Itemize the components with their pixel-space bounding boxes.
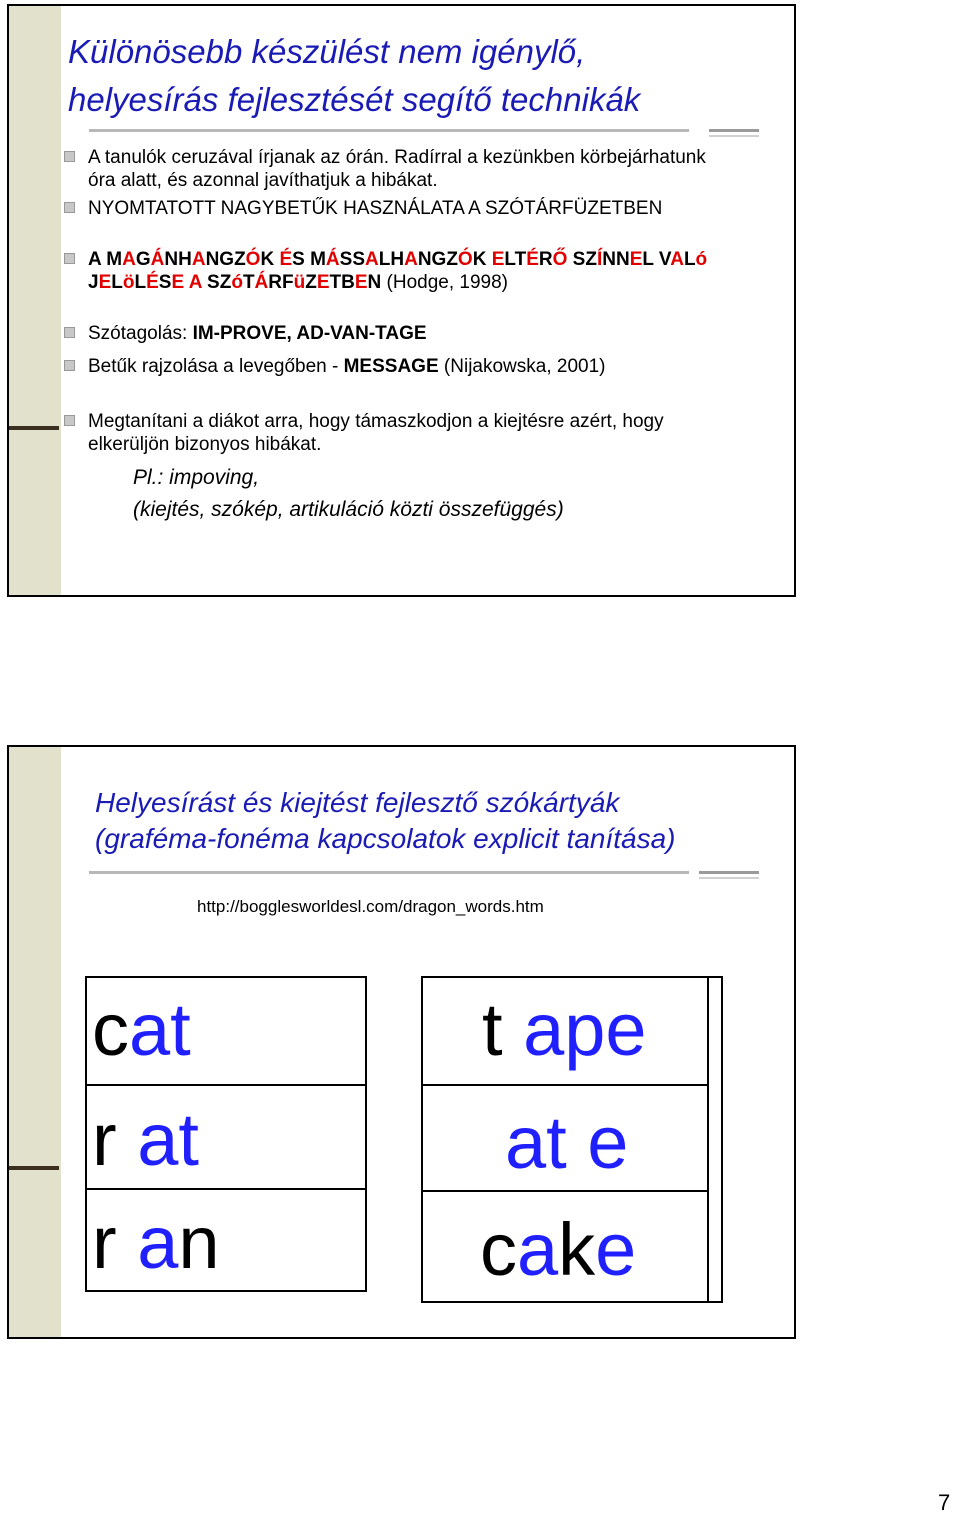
card-divider	[85, 1188, 367, 1190]
card-divider	[85, 1084, 367, 1086]
bullet-4-prefix: Szótagolás:	[88, 323, 193, 344]
title-underline-accent-2	[709, 135, 759, 137]
square-bullet-icon	[64, 151, 75, 162]
page-number: 7	[938, 1490, 951, 1515]
square-bullet-icon	[64, 253, 75, 264]
bullet-6-text: Megtanítani a diákot arra, hogy támaszkodjon a kiejtésre azért, hogy elkerüljön bizonyos hibákat.	[88, 411, 664, 455]
word-cake: cake	[480, 1208, 637, 1291]
title-underline	[89, 129, 689, 132]
bullet-1-text: A tanulók ceruzával írjanak az órán. Radírral a kezünkben körbejárhatunk óra alatt, és azonnal javíthatjuk a hibákat.	[88, 147, 706, 191]
slide-left-strip	[9, 6, 61, 595]
bullet-4-bold: IM-PROVE, AD-VAN-TAGE	[192, 323, 427, 344]
card-divider	[421, 1190, 709, 1192]
title-underline-accent	[709, 129, 759, 132]
bullet-5-suffix: (Nijakowska, 2001)	[438, 356, 606, 377]
square-bullet-icon	[64, 360, 75, 371]
source-url: http://bogglesworldesl.com/dragon_words.htm	[197, 897, 544, 916]
slide1-title-line2: helyesírás fejlesztését segítő technikák	[68, 81, 641, 118]
slide1-title-line1: Különösebb készülést nem igénylő,	[68, 33, 586, 70]
word-cat: cat	[92, 988, 191, 1071]
word-ran: r an	[92, 1201, 220, 1284]
bullet-2-text: NYOMTATOTT NAGYBETŰK HASZNÁLATA A SZÓTÁRFÜZETBEN	[88, 198, 663, 219]
slide-dash-marker	[9, 1166, 59, 1170]
word-rat: r at	[92, 1098, 199, 1181]
card-divider	[421, 1084, 709, 1086]
bullet-3-citation: (Hodge, 1998)	[381, 272, 509, 293]
bullet-6	[88, 410, 728, 456]
title-underline-accent	[699, 871, 759, 874]
bullet-5-bold: MESSAGE	[343, 356, 439, 377]
bullet-3-colored-text: A MAGÁNHANGZÓK ÉS MÁSSALHANGZÓK ELTÉRŐ SZÍNNEL VALó JELöLÉSE A SZóTÁRFüZETBEN	[88, 249, 708, 293]
slide2-title-line2: (graféma-fonéma kapcsolatok explicit tanítása)	[95, 823, 676, 854]
square-bullet-icon	[64, 415, 75, 426]
bullet-4	[88, 322, 728, 345]
slide-left-strip	[9, 747, 61, 1337]
bullet-5	[88, 355, 728, 378]
square-bullet-icon	[64, 202, 75, 213]
example-line-1: Pl.: impoving,	[133, 466, 260, 489]
bullet-1	[88, 146, 728, 192]
example-line-2: (kiejtés, szókép, artikuláció közti összefüggés)	[133, 498, 564, 521]
bullet-2	[88, 197, 728, 220]
title-underline-accent-2	[699, 877, 759, 879]
bullet-5-prefix: Betűk rajzolása a levegőben -	[88, 356, 344, 377]
slide2-title-line1: Helyesírást és kiejtést fejlesztő szókártyák	[95, 787, 620, 818]
card-side-line	[707, 976, 709, 1303]
slide-dash-marker	[9, 426, 59, 430]
word-tape: t ape	[482, 988, 647, 1071]
word-ate: at e	[505, 1101, 629, 1184]
title-underline	[89, 871, 689, 874]
square-bullet-icon	[64, 327, 75, 338]
bullet-3	[88, 248, 728, 294]
